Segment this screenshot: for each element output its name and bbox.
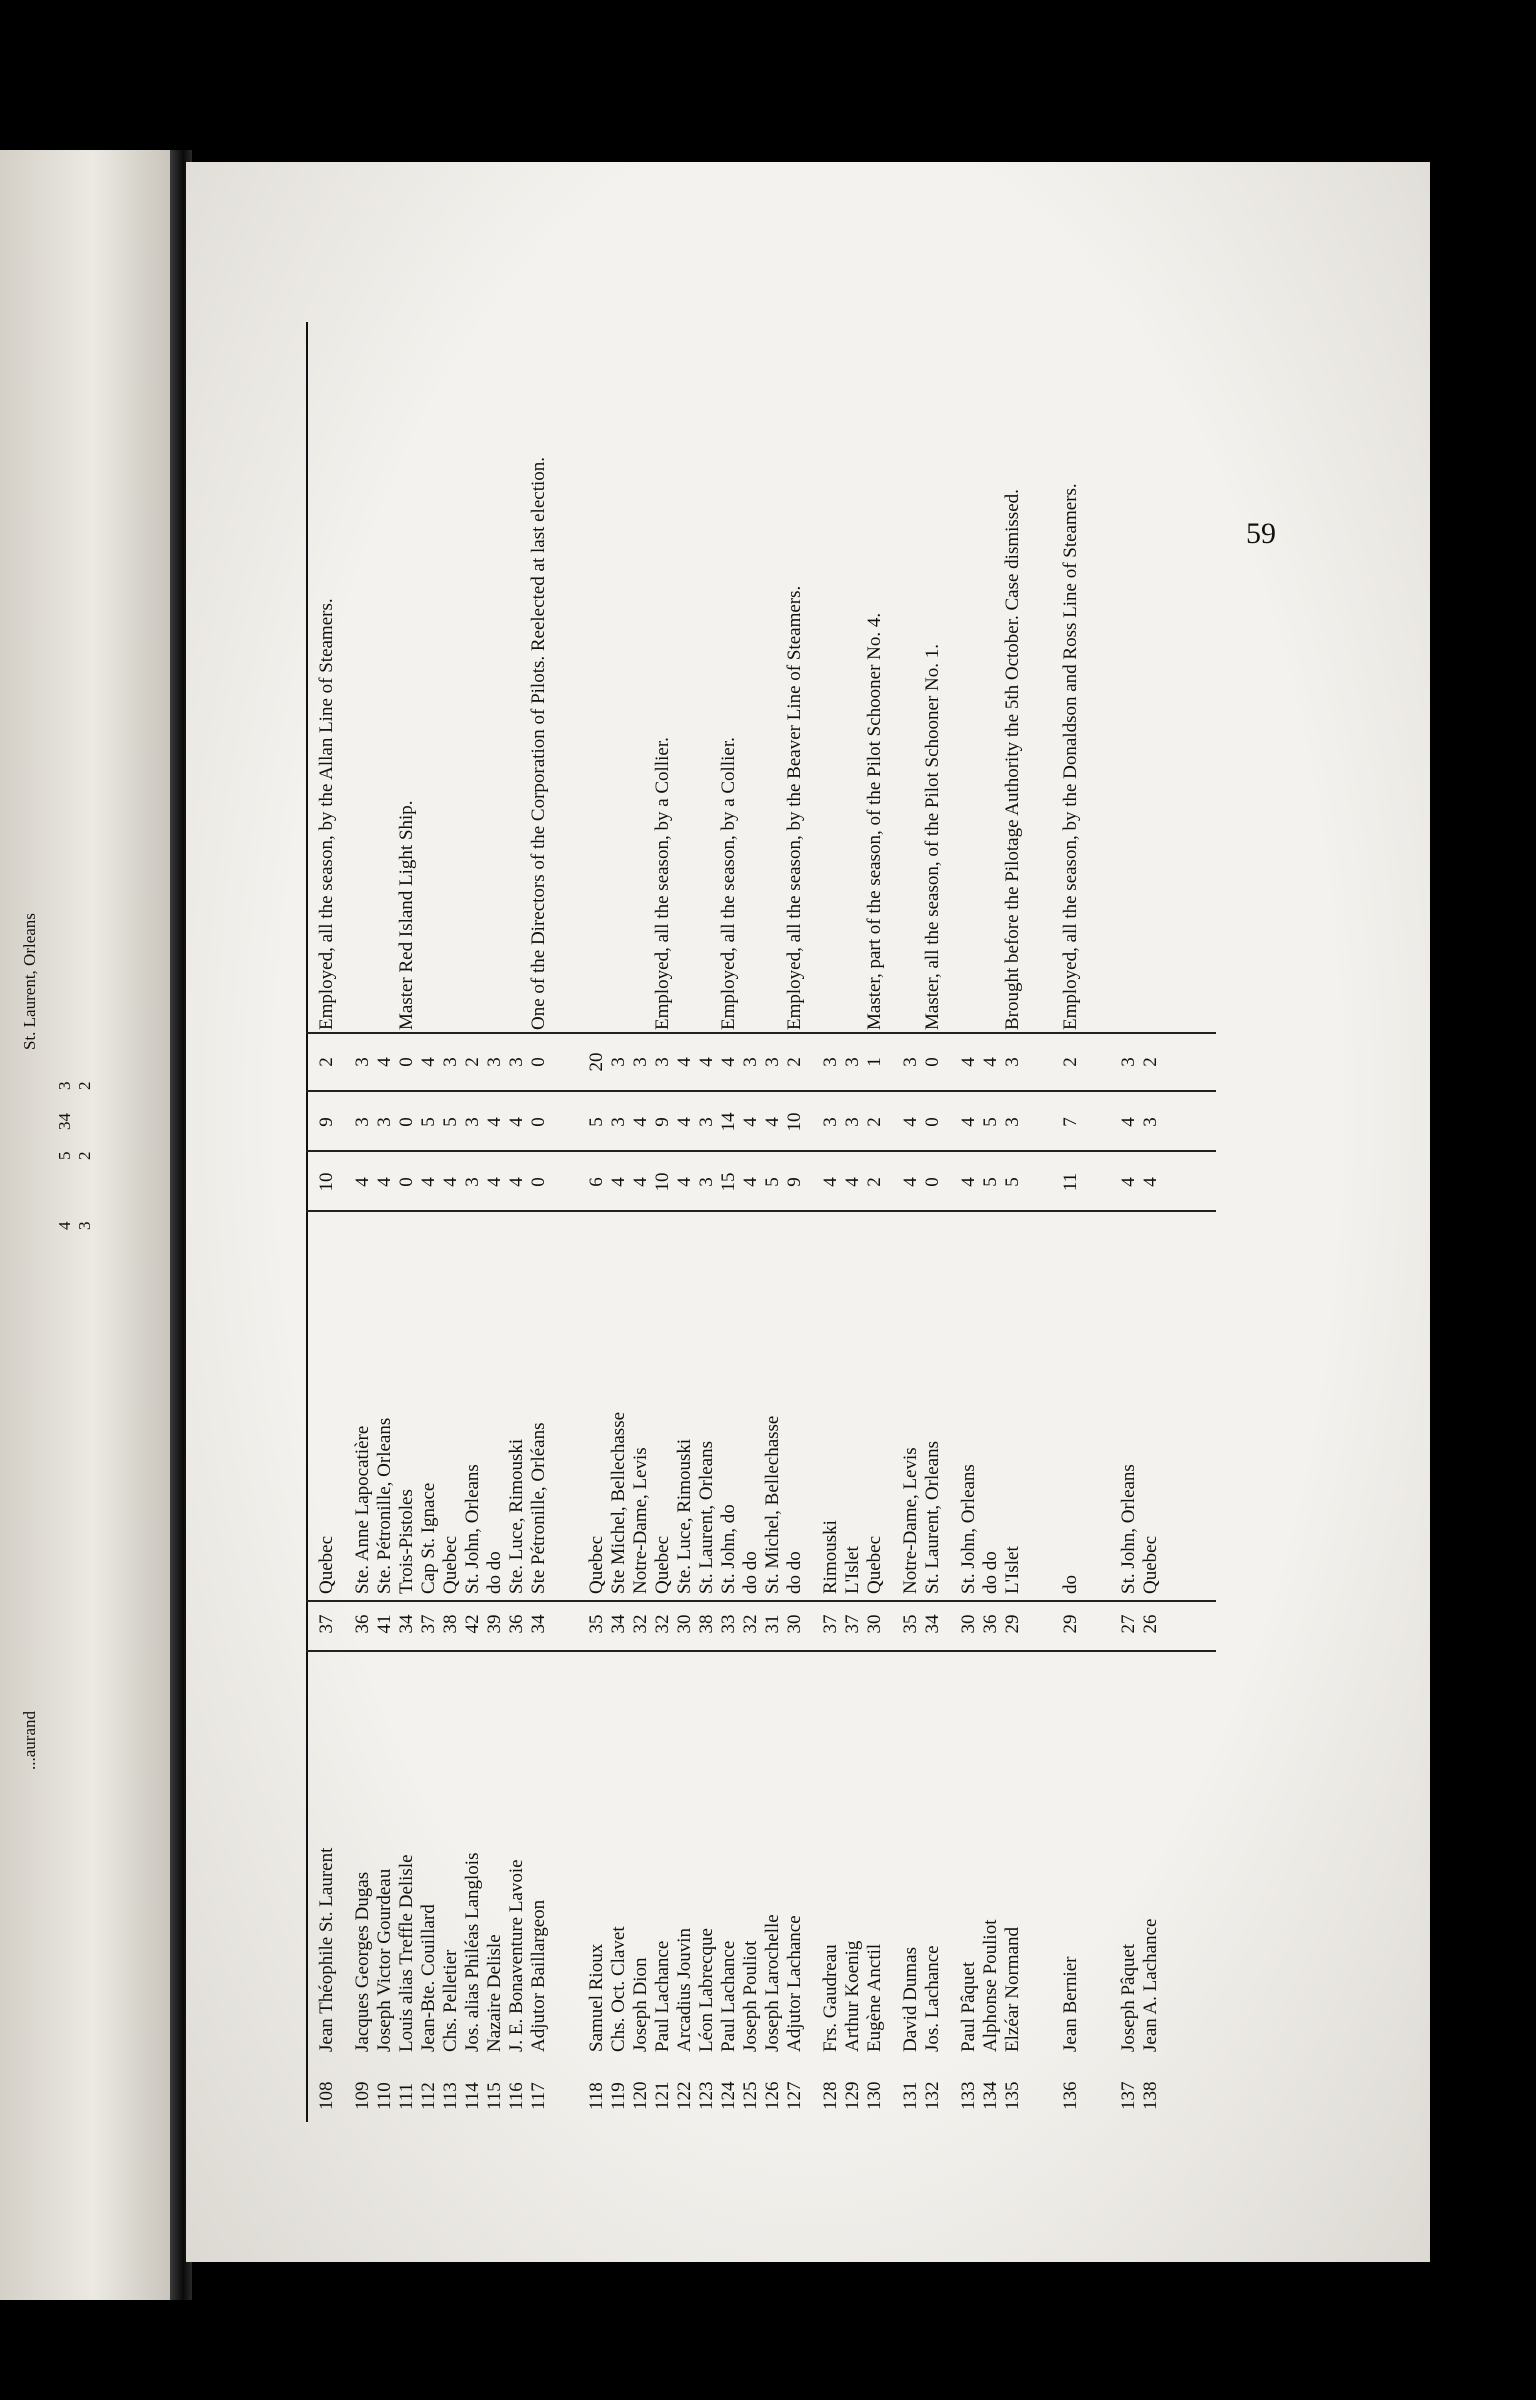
pilots-table xyxy=(306,322,1226,2122)
table-row xyxy=(440,322,462,2122)
residence: Cap St. Ignace xyxy=(418,1482,439,1594)
row-number: 117 xyxy=(528,2082,549,2110)
count-a: 4 xyxy=(630,1177,651,1187)
pilot-name: Nazaire Delisle xyxy=(484,1934,505,2052)
count-b: 4 xyxy=(674,1117,695,1127)
pilot-name: Adjutor Baillargeon xyxy=(528,1899,549,2052)
left-page-b: 5 xyxy=(55,1151,74,1160)
residence: do do xyxy=(740,1551,761,1594)
main-page xyxy=(186,162,1430,2262)
count-a: 4 xyxy=(842,1177,863,1187)
row-number: 130 xyxy=(864,2081,885,2110)
row-number: 125 xyxy=(740,2081,761,2110)
count-b: 3 xyxy=(352,1117,373,1127)
remarks: Master, part of the season, of the Pilot Schooner No. 4. xyxy=(864,612,885,1030)
count-c: 3 xyxy=(842,1057,863,1067)
left-page-residence: St. Laurent, Orleans xyxy=(20,913,39,1050)
row-number: 133 xyxy=(958,2081,979,2110)
row-number: 128 xyxy=(820,2081,841,2110)
count-c: 3 xyxy=(900,1057,921,1067)
left-page-a2: 3 xyxy=(75,1221,94,1230)
row-number: 118 xyxy=(586,2082,607,2110)
count-c: 0 xyxy=(396,1057,417,1067)
pilot-name: Arthur Koenig xyxy=(842,1940,863,2052)
count-c: 3 xyxy=(652,1057,673,1067)
count-a: 10 xyxy=(316,1172,337,1192)
row-number: 134 xyxy=(980,2081,1001,2110)
count-a: 4 xyxy=(608,1177,629,1187)
table-row xyxy=(396,322,418,2122)
pilot-name: Elzéar Normand xyxy=(1002,1926,1023,2052)
table-row xyxy=(1140,322,1162,2122)
row-number: 136 xyxy=(1060,2081,1081,2110)
count-a: 4 xyxy=(506,1177,527,1187)
count-b: 5 xyxy=(980,1117,1001,1127)
residence: St. John, do xyxy=(718,1504,739,1594)
count-c: 4 xyxy=(718,1057,739,1067)
pilot-age: 34 xyxy=(922,1614,943,1634)
table-row xyxy=(418,322,440,2122)
row-number: 126 xyxy=(762,2081,783,2110)
remarks: Employed, all the season, by a Collier. xyxy=(718,737,739,1030)
count-c: 3 xyxy=(820,1057,841,1067)
count-b: 0 xyxy=(922,1117,943,1127)
pilot-name: Jean Bernier xyxy=(1060,1956,1081,2052)
remarks: Master, all the season, of the Pilot Schooner No. 1. xyxy=(922,643,943,1030)
row-number: 109 xyxy=(352,2081,373,2110)
pilot-age: 38 xyxy=(440,1614,461,1634)
left-page-fragment xyxy=(0,150,170,2300)
pilot-name: Joseph Larochelle xyxy=(762,1914,783,2052)
count-a: 4 xyxy=(900,1177,921,1187)
residence: St. John, Orleans xyxy=(958,1464,979,1594)
row-number: 114 xyxy=(462,2082,483,2110)
table-row xyxy=(784,322,806,2122)
count-b: 0 xyxy=(528,1117,549,1127)
pilot-name: Joseph Pouliot xyxy=(740,1940,761,2052)
count-c: 1 xyxy=(864,1057,885,1067)
pilot-name: J. E. Bonaventure Lavoie xyxy=(506,1859,527,2052)
row-number: 116 xyxy=(506,2082,527,2110)
pilot-age: 36 xyxy=(980,1614,1001,1634)
pilot-name: Arcadius Jouvin xyxy=(674,1927,695,2052)
count-b: 4 xyxy=(762,1117,783,1127)
count-c: 2 xyxy=(1140,1057,1161,1067)
pilot-age: 29 xyxy=(1002,1614,1023,1634)
count-b: 4 xyxy=(740,1117,761,1127)
row-number: 129 xyxy=(842,2081,863,2110)
count-c: 3 xyxy=(352,1057,373,1067)
count-b: 0 xyxy=(396,1117,417,1127)
count-a: 3 xyxy=(696,1177,717,1187)
count-c: 2 xyxy=(1060,1057,1081,1067)
count-a: 4 xyxy=(418,1177,439,1187)
residence: Ste. Pétronille, Orleans xyxy=(374,1417,395,1594)
pilot-name: Jacques Georges Dugas xyxy=(352,1871,373,2052)
count-a: 11 xyxy=(1060,1172,1081,1192)
count-a: 4 xyxy=(352,1177,373,1187)
count-b: 5 xyxy=(586,1117,607,1127)
count-c: 0 xyxy=(922,1057,943,1067)
pilot-age: 37 xyxy=(842,1614,863,1634)
pilot-name: Léon Labrecque xyxy=(696,1928,717,2052)
page-number: 59 xyxy=(1246,517,1276,550)
pilot-name: Joseph Dion xyxy=(630,1957,651,2052)
count-b: 4 xyxy=(900,1117,921,1127)
count-a: 4 xyxy=(1118,1177,1139,1187)
row-number: 115 xyxy=(484,2082,505,2110)
pilot-age: 38 xyxy=(696,1614,717,1634)
row-number: 131 xyxy=(900,2081,921,2110)
remarks: Master Red Island Light Ship. xyxy=(396,800,417,1030)
residence: St. Laurent, Orleans xyxy=(696,1440,717,1594)
count-b: 9 xyxy=(316,1117,337,1127)
table-row xyxy=(820,322,842,2122)
table-row xyxy=(528,322,550,2122)
pilot-name: Jean-Bte. Couillard xyxy=(418,1904,439,2052)
table-row xyxy=(462,322,484,2122)
pilot-age: 37 xyxy=(820,1614,841,1634)
count-a: 0 xyxy=(922,1177,943,1187)
row-number: 112 xyxy=(418,2082,439,2110)
row-number: 111 xyxy=(396,2082,417,2110)
count-a: 0 xyxy=(528,1177,549,1187)
pilot-age: 42 xyxy=(462,1614,483,1634)
remarks: Employed, all the season, by the Donaldson and Ross Line of Steamers. xyxy=(1060,483,1081,1030)
count-c: 3 xyxy=(630,1057,651,1067)
count-c: 4 xyxy=(696,1057,717,1067)
pilot-name: Frs. Gaudreau xyxy=(820,1944,841,2052)
count-b: 4 xyxy=(630,1117,651,1127)
count-b: 3 xyxy=(696,1117,717,1127)
pilot-name: Paul Lachance xyxy=(718,1940,739,2052)
count-a: 0 xyxy=(396,1177,417,1187)
count-c: 3 xyxy=(1002,1057,1023,1067)
count-a: 2 xyxy=(864,1177,885,1187)
pilot-age: 32 xyxy=(630,1614,651,1634)
row-number: 137 xyxy=(1118,2081,1139,2110)
count-a: 5 xyxy=(1002,1177,1023,1187)
residence: Trois-Pistoles xyxy=(396,1489,417,1594)
pilot-age: 36 xyxy=(352,1614,373,1634)
count-a: 4 xyxy=(440,1177,461,1187)
count-c: 3 xyxy=(740,1057,761,1067)
count-a: 4 xyxy=(820,1177,841,1187)
count-c: 3 xyxy=(506,1057,527,1067)
count-b: 4 xyxy=(506,1117,527,1127)
remarks: Employed, all the season, by a Collier. xyxy=(652,737,673,1030)
count-c: 4 xyxy=(958,1057,979,1067)
count-c: 4 xyxy=(980,1057,1001,1067)
table-row xyxy=(864,322,886,2122)
left-page-a: 4 xyxy=(55,1221,74,1230)
pilot-age: 26 xyxy=(1140,1614,1161,1634)
table-row xyxy=(630,322,652,2122)
residence: Quebec xyxy=(652,1535,673,1594)
residence: Ste Michel, Bellechasse xyxy=(608,1411,629,1594)
count-c: 20 xyxy=(586,1052,607,1072)
residence: St. Michel, Bellechasse xyxy=(762,1415,783,1594)
table-row xyxy=(922,322,944,2122)
table-row xyxy=(900,322,922,2122)
count-b: 2 xyxy=(864,1117,885,1127)
residence: Ste Pétronille, Orléans xyxy=(528,1422,549,1594)
residence: Notre-Dame, Levis xyxy=(900,1447,921,1594)
table-row xyxy=(484,322,506,2122)
pilot-name: Alphonse Pouliot xyxy=(980,1919,1001,2052)
residence: do do xyxy=(980,1551,1001,1594)
pilot-age: 34 xyxy=(608,1614,629,1634)
table-row xyxy=(374,322,396,2122)
row-number: 121 xyxy=(652,2081,673,2110)
count-a: 10 xyxy=(652,1172,673,1192)
pilot-age: 30 xyxy=(674,1614,695,1634)
table-row xyxy=(1118,322,1140,2122)
table-row xyxy=(586,322,608,2122)
pilot-age: 41 xyxy=(374,1614,395,1634)
count-a: 5 xyxy=(762,1177,783,1187)
table-row xyxy=(652,322,674,2122)
count-c: 3 xyxy=(440,1057,461,1067)
pilot-age: 35 xyxy=(586,1614,607,1634)
pilot-age: 29 xyxy=(1060,1614,1081,1634)
row-number: 108 xyxy=(316,2081,337,2110)
left-page-age: 34 xyxy=(55,1113,74,1130)
table-row xyxy=(1060,322,1082,2122)
table-row xyxy=(506,322,528,2122)
count-a: 3 xyxy=(462,1177,483,1187)
count-a: 4 xyxy=(740,1177,761,1187)
count-c: 2 xyxy=(316,1057,337,1067)
count-c: 4 xyxy=(374,1057,395,1067)
pilot-age: 37 xyxy=(418,1614,439,1634)
pilot-age: 37 xyxy=(316,1614,337,1634)
residence: Quebec xyxy=(586,1535,607,1594)
table-row xyxy=(842,322,864,2122)
pilot-age: 33 xyxy=(718,1614,739,1634)
residence: do do xyxy=(784,1551,805,1594)
count-b: 3 xyxy=(374,1117,395,1127)
pilot-name: Eugène Anctil xyxy=(864,1943,885,2052)
pilot-name: Joseph Victor Gourdeau xyxy=(374,1868,395,2052)
row-number: 110 xyxy=(374,2082,395,2110)
count-b: 3 xyxy=(1002,1117,1023,1127)
table-row xyxy=(980,322,1002,2122)
pilot-age: 32 xyxy=(740,1614,761,1634)
left-page-c: 3 xyxy=(55,1081,74,1090)
table-top-rule xyxy=(306,322,308,2122)
pilot-age: 31 xyxy=(762,1614,783,1634)
residence: St. John, Orleans xyxy=(1118,1464,1139,1594)
residence: Notre-Dame, Levis xyxy=(630,1447,651,1594)
residence: Quebec xyxy=(1140,1535,1161,1594)
row-number: 127 xyxy=(784,2081,805,2110)
count-b: 5 xyxy=(440,1117,461,1127)
count-c: 4 xyxy=(674,1057,695,1067)
count-b: 4 xyxy=(958,1117,979,1127)
pilot-age: 34 xyxy=(396,1614,417,1634)
table-row xyxy=(696,322,718,2122)
row-number: 120 xyxy=(630,2081,651,2110)
count-a: 4 xyxy=(484,1177,505,1187)
count-a: 4 xyxy=(958,1177,979,1187)
table-row xyxy=(608,322,630,2122)
count-c: 2 xyxy=(462,1057,483,1067)
row-number: 122 xyxy=(674,2081,695,2110)
residence: do do xyxy=(484,1551,505,1594)
count-b: 3 xyxy=(820,1117,841,1127)
table-row xyxy=(352,322,374,2122)
pilot-name: Jos. alias Philéas Langlois xyxy=(462,1852,483,2052)
count-b: 5 xyxy=(418,1117,439,1127)
pilot-age: 30 xyxy=(864,1614,885,1634)
count-b: 14 xyxy=(718,1112,739,1132)
pilot-name: Joseph Pâquet xyxy=(1118,1943,1139,2052)
count-c: 3 xyxy=(1118,1057,1139,1067)
pilot-age: 32 xyxy=(652,1614,673,1634)
left-page-name-tail: ...aurand xyxy=(20,1710,39,1770)
residence: L'Islet xyxy=(842,1546,863,1594)
left-page-b2: 2 xyxy=(75,1151,94,1160)
residence: Ste. Luce, Rimouski xyxy=(506,1438,527,1594)
residence: Quebec xyxy=(864,1535,885,1594)
count-a: 15 xyxy=(718,1172,739,1192)
count-c: 3 xyxy=(762,1057,783,1067)
table-row xyxy=(674,322,696,2122)
count-b: 4 xyxy=(484,1117,505,1127)
table-row xyxy=(740,322,762,2122)
count-b: 3 xyxy=(1140,1117,1161,1127)
residence: Quebec xyxy=(440,1535,461,1594)
count-b: 3 xyxy=(842,1117,863,1127)
remarks: Employed, all the season, by the Allan Line of Steamers. xyxy=(316,598,337,1030)
row-number: 124 xyxy=(718,2081,739,2110)
row-number: 135 xyxy=(1002,2081,1023,2110)
table-row xyxy=(958,322,980,2122)
table-row xyxy=(1002,322,1024,2122)
count-c: 3 xyxy=(484,1057,505,1067)
table-row xyxy=(718,322,740,2122)
pilot-name: Paul Lachance xyxy=(652,1940,673,2052)
residence: L'Islet xyxy=(1002,1546,1023,1594)
count-b: 3 xyxy=(462,1117,483,1127)
count-b: 3 xyxy=(608,1117,629,1127)
count-c: 2 xyxy=(784,1057,805,1067)
count-b: 9 xyxy=(652,1117,673,1127)
count-a: 4 xyxy=(374,1177,395,1187)
row-number: 132 xyxy=(922,2081,943,2110)
count-a: 9 xyxy=(784,1177,805,1187)
residence: Quebec xyxy=(316,1535,337,1594)
pilot-age: 30 xyxy=(958,1614,979,1634)
remarks: One of the Directors of the Corporation of Pilots. Reelected at last election. xyxy=(528,457,549,1030)
row-number: 113 xyxy=(440,2082,461,2110)
pilot-age: 30 xyxy=(784,1614,805,1634)
pilot-name: Jos. Lachance xyxy=(922,1945,943,2052)
pilot-name: Chs. Oct. Clavet xyxy=(608,1926,629,2052)
residence: St. Laurent, Orleans xyxy=(922,1440,943,1594)
pilot-age: 34 xyxy=(528,1614,549,1634)
count-c: 3 xyxy=(608,1057,629,1067)
count-a: 4 xyxy=(1140,1177,1161,1187)
count-c: 4 xyxy=(418,1057,439,1067)
left-page-c2: 2 xyxy=(75,1081,94,1090)
pilot-name: Jean Théophile St. Laurent xyxy=(316,1847,337,2052)
pilot-age: 27 xyxy=(1118,1614,1139,1634)
residence: St. John, Orleans xyxy=(462,1464,483,1594)
pilot-age: 39 xyxy=(484,1614,505,1634)
residence: Ste. Anne Lapocatière xyxy=(352,1425,373,1594)
pilot-age: 36 xyxy=(506,1614,527,1634)
pilot-age: 35 xyxy=(900,1614,921,1634)
row-number: 138 xyxy=(1140,2081,1161,2110)
residence: Rimouski xyxy=(820,1520,841,1594)
table-row xyxy=(762,322,784,2122)
pilot-name: Adjutor Lachance xyxy=(784,1915,805,2052)
count-a: 6 xyxy=(586,1177,607,1187)
pilot-name: Chs. Pelletier xyxy=(440,1949,461,2052)
count-b: 10 xyxy=(784,1112,805,1132)
row-number: 123 xyxy=(696,2081,717,2110)
residence: do xyxy=(1060,1575,1081,1594)
remarks: Employed, all the season, by the Beaver Line of Steamers. xyxy=(784,585,805,1030)
residence: Ste. Luce, Rimouski xyxy=(674,1438,695,1594)
count-b: 7 xyxy=(1060,1117,1081,1127)
remarks: Brought before the Pilotage Authority the 5th October. Case dismissed. xyxy=(1002,489,1023,1030)
count-c: 0 xyxy=(528,1057,549,1067)
pilot-name: Paul Pâquet xyxy=(958,1961,979,2052)
count-b: 4 xyxy=(1118,1117,1139,1127)
row-number: 119 xyxy=(608,2082,629,2110)
count-a: 4 xyxy=(674,1177,695,1187)
table-row xyxy=(316,322,338,2122)
pilot-name: Louis alias Treffle Delisle xyxy=(396,1854,417,2052)
count-a: 5 xyxy=(980,1177,1001,1187)
pilot-name: Jean A. Lachance xyxy=(1140,1918,1161,2052)
pilot-name: Samuel Rioux xyxy=(586,1943,607,2052)
pilot-name: David Dumas xyxy=(900,1946,921,2052)
